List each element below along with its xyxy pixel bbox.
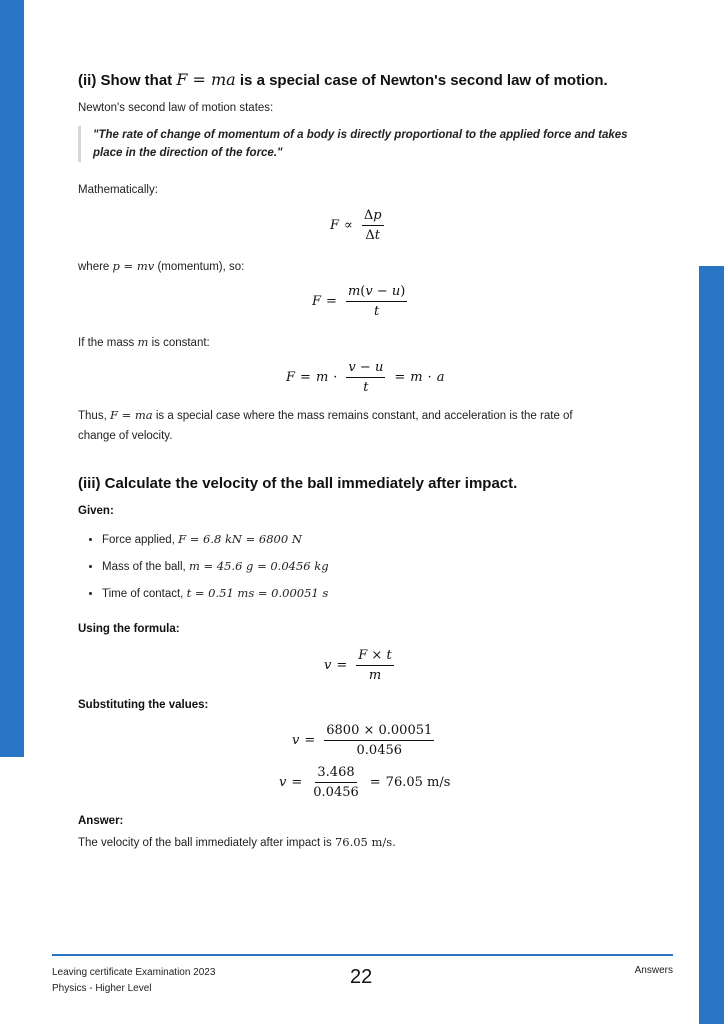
part-ii-heading: (ii) Show that F = ma is a special case of Newton's second law of motion. [78,70,608,89]
list-item: • Force applied, F = 6.8 kN = 6800 N [102,528,329,555]
momentum-line: where p = mv (momentum), so: [78,259,245,273]
footer-divider [52,954,673,956]
answer-line: The velocity of the ball immediately after impact is 76.05 m/s. [78,835,396,849]
equation-velocity-formula: v = $\frac{F \times t}{m}$ [324,648,392,683]
equation-proportional: F ∝ $\frac{\Delta p}{\Delta t}$ [330,208,382,243]
formula-label: Using the formula: [78,623,180,635]
list-item: • Time of contact, t = 0.51 ms = 0.00051 s [102,582,329,609]
part-iii-heading: (iii) Calculate the velocity of the ball immediately after impact. [78,475,518,492]
equation-substitution: v = $\frac{6800 \times 0.00051}{0.0456}$ [292,723,433,758]
right-accent-bar [699,266,724,1024]
list-item: • Mass of the ball, m = 45.6 g = 0.0456 kg [102,555,329,582]
answer-label: Answer: [78,815,124,827]
conclusion-line-2: change of velocity. [78,430,173,442]
equation-force-acceleration: F = m · $\frac{v - u}{t}$ = m · a [286,360,445,395]
given-label: Given: [78,505,114,517]
given-list [78,528,329,609]
mathematically-label: Mathematically: [78,184,158,196]
newton-quote: "The rate of change of momentum of a body is directly proportional to the applied force and takes place in the direction of the force." [78,126,638,162]
newton-intro: Newton's second law of motion states: [78,102,274,114]
left-accent-bar [0,0,24,757]
footer-exam-info: Leaving certificate Examination 2023 Physics - Higher Level [52,967,216,994]
equation-result: v = $\frac{3.468}{0.0456}$ = 76.05 m/s [279,765,451,800]
conclusion-line-1: Thus, F = ma is a special case where the mass remains constant, and acceleration is the rate of [78,408,573,422]
constant-mass-line: If the mass m is constant: [78,335,210,349]
equation-force-momentum: F = $\frac{m(v - u)}{t}$ [312,284,406,319]
page-number: 22 [350,966,373,988]
footer-section-label: Answers [634,965,673,976]
substituting-label: Substituting the values: [78,699,209,711]
